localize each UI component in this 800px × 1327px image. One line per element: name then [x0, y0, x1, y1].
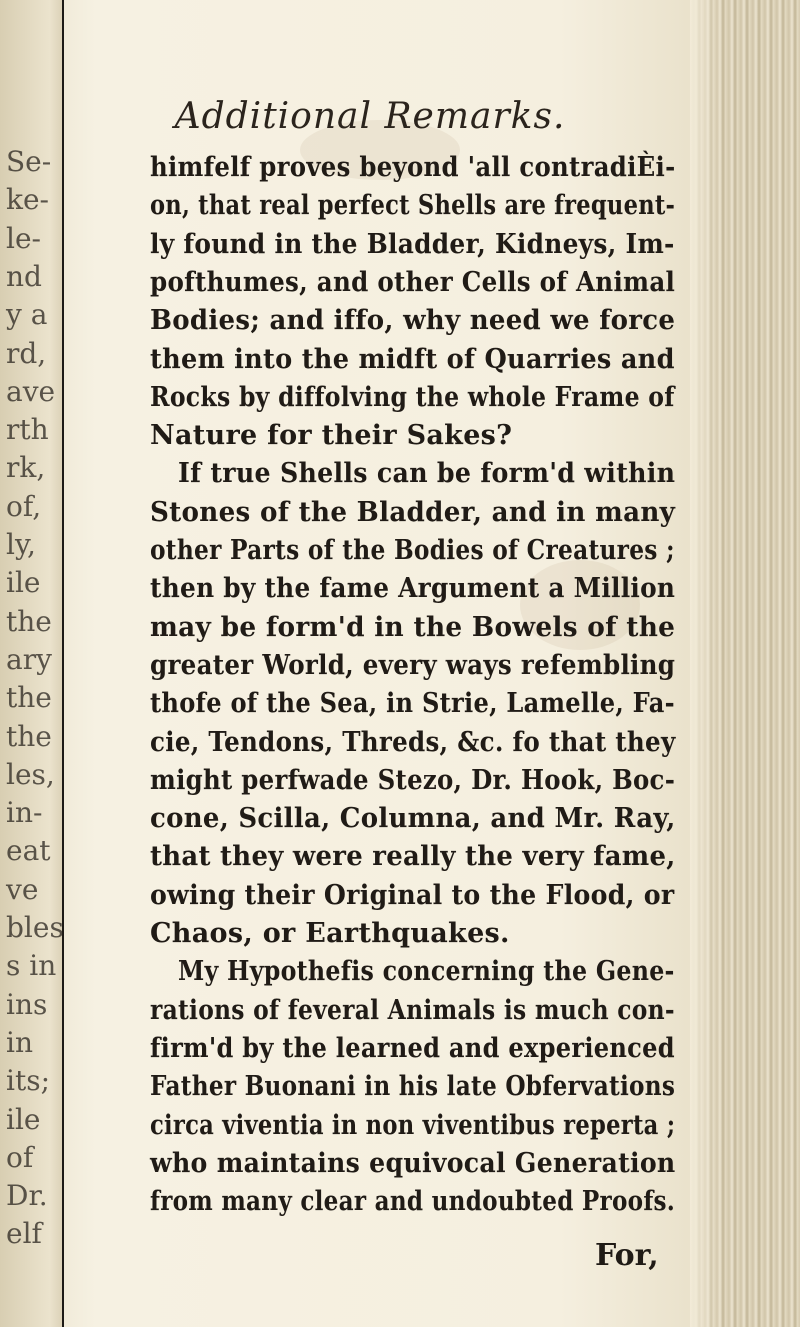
- margin-fragment: elf: [6, 1217, 42, 1251]
- margin-fragment: of,: [6, 489, 42, 523]
- margin-fragment: bles: [6, 911, 64, 944]
- catchword: For,: [595, 1238, 659, 1273]
- margin-fragment: le-: [6, 221, 41, 255]
- margin-fragment: rth: [6, 413, 49, 447]
- text-line: from many clear and undoubted Proofs.: [150, 1186, 676, 1218]
- margin-fragment: nd: [6, 259, 42, 293]
- margin-fragment: ave: [6, 374, 56, 408]
- text-line: firm'd by the learned and experienced: [150, 1032, 675, 1064]
- text-line: rations of feveral Animals is much con-: [150, 994, 675, 1026]
- text-line: Stones of the Bladder, and in many: [150, 496, 676, 528]
- text-line: on, that real perfect Shells are frequent-: [150, 190, 676, 222]
- margin-fragment: ile: [6, 566, 41, 600]
- text-line: might perfwade Stezo, Dr. Hook, Boc-: [150, 764, 676, 796]
- margin-fragment: the: [6, 719, 52, 753]
- text-line: thofe of the Sea, in Strie, Lamelle, Fa-: [150, 688, 675, 720]
- text-line: ly found in the Bladder, Kidneys, Im-: [150, 228, 675, 260]
- text-line: circa viventia in non viventibus reperta ;: [150, 1109, 676, 1141]
- page-edge-stack: [690, 0, 800, 1327]
- running-head: Additional Remarks.: [174, 96, 566, 137]
- text-line: them into the midft of Quarries and: [150, 343, 675, 375]
- margin-fragment: rd,: [6, 336, 47, 370]
- margin-fragment: in-: [6, 796, 43, 830]
- text-line: Nature for their Sakes?: [150, 420, 513, 452]
- margin-fragment: Dr.: [6, 1179, 48, 1213]
- facing-page-edge: [0, 0, 64, 1327]
- margin-fragment: Se-: [6, 145, 52, 178]
- margin-fragment: in: [6, 1025, 33, 1059]
- margin-fragment: s in: [6, 949, 57, 983]
- margin-fragment: ile: [6, 1102, 41, 1136]
- margin-fragment: its;: [6, 1064, 51, 1098]
- text-line: Rocks by diffolving the whole Frame of: [150, 381, 675, 413]
- margin-fragment: les,: [6, 757, 55, 791]
- margin-fragment: eat: [6, 834, 51, 868]
- text-line: pofthumes, and other Cells of Animal: [150, 266, 676, 298]
- text-line: who maintains equivocal Generation: [150, 1147, 676, 1179]
- text-line: Bodies; and iffo, why need we force: [150, 305, 676, 337]
- margin-fragment: ve: [6, 872, 39, 906]
- text-line: If true Shells can be form'd within: [178, 458, 676, 490]
- text-line: may be form'd in the Bowels of the: [150, 611, 676, 643]
- margin-fragment: the: [6, 604, 52, 638]
- margin-fragment: ke-: [6, 183, 49, 217]
- text-line: that they were really the very fame,: [150, 841, 676, 873]
- text-line: owing their Original to the Flood, or: [150, 879, 675, 911]
- text-line: cie, Tendons, Threds, &c. fo that they: [150, 726, 676, 758]
- text-line: Chaos, or Earthquakes.: [150, 918, 510, 949]
- margin-fragment: ary: [6, 642, 52, 676]
- margin-fragment: ly,: [6, 528, 36, 561]
- text-line: Father Buonani in his late Obfervations: [150, 1071, 676, 1103]
- text-line: greater World, every ways refembling: [150, 649, 676, 681]
- text-line: himfelf proves beyond 'all contradiЀi-: [150, 152, 676, 183]
- margin-fragment: y a: [6, 298, 48, 332]
- text-line: then by the fame Argument a Million: [150, 573, 676, 605]
- margin-fragment: of: [6, 1140, 34, 1174]
- margin-fragment: the: [6, 681, 52, 715]
- margin-fragment: rk,: [6, 451, 46, 485]
- text-line: cone, Scilla, Columna, and Mr. Ray,: [150, 803, 676, 835]
- text-line: My Hypothefis concerning the Gene-: [178, 956, 675, 988]
- margin-fragment: ins: [6, 987, 48, 1021]
- text-line: other Parts of the Bodies of Creatures ;: [150, 535, 675, 566]
